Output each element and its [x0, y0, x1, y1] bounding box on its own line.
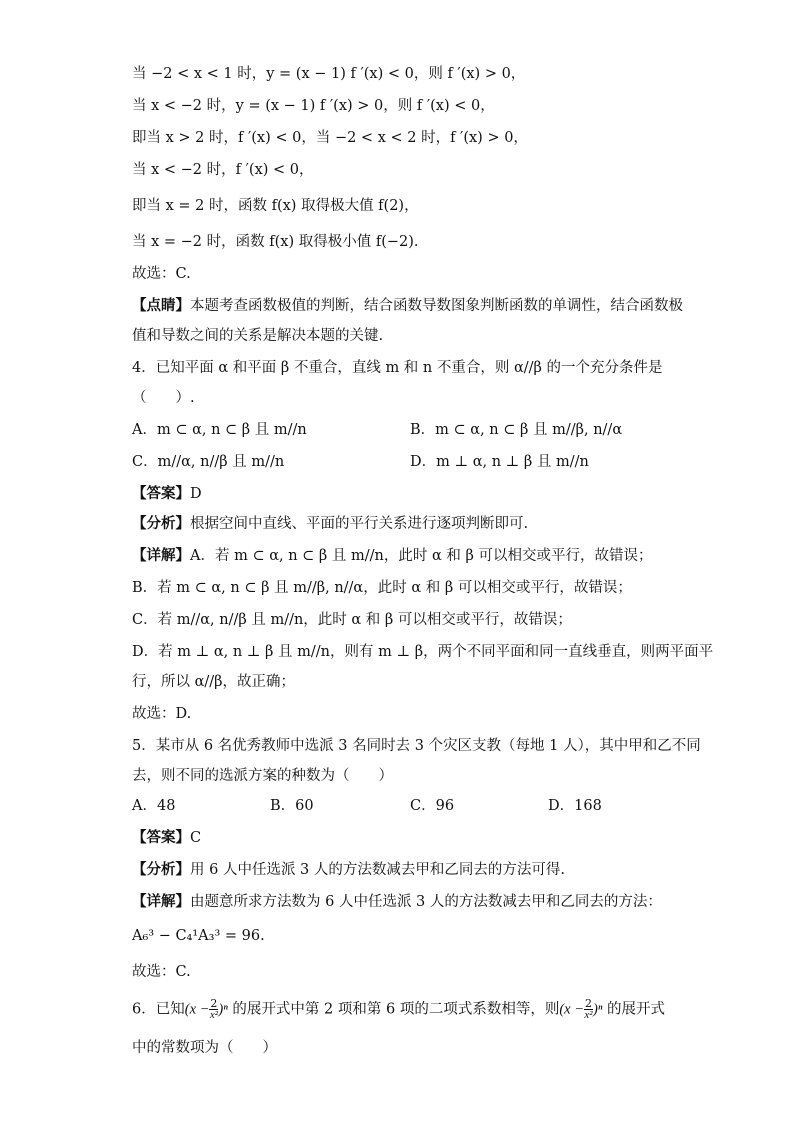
line-text: 去，则不同的选派方案的种数为（ ）	[132, 768, 393, 784]
line-text: 中的常数项为（ ）	[132, 1040, 277, 1056]
q6-frac-num-2: 2	[585, 997, 593, 1010]
text-line	[132, 484, 692, 504]
line-text: 当 −2 < x < 1 时，y = (x − 1) f ′(x) < 0，则 f ′(x) > 0，	[132, 66, 526, 82]
section-tag: 【点睛】	[132, 297, 190, 314]
section-tag: 【分析】	[132, 861, 190, 878]
q6-frac-num-1: 2	[210, 997, 218, 1010]
text-line	[132, 388, 692, 408]
line-text: C	[190, 830, 202, 846]
line-text: D．若 m ⊥ α, n ⊥ β 且 m//n，则有 m ⊥ β，两个不同平面和同一直线垂直，则两平面平	[132, 644, 714, 660]
q5-option-b: B．60	[270, 798, 314, 814]
text-line	[132, 962, 692, 982]
text-line	[132, 96, 692, 116]
q4-option-a: A．m ⊂ α, n ⊂ β 且 m//n	[132, 422, 307, 438]
q4-option-d: D．m ⊥ α, n ⊥ β 且 m//n	[410, 454, 589, 470]
text-line	[132, 514, 692, 534]
text-line	[132, 860, 692, 880]
line-text: 故选：D.	[132, 706, 192, 722]
q6-stem	[132, 998, 692, 1021]
text-line	[132, 546, 692, 566]
line-text: 即当 x = 2 时，函数 f(x) 取得极大值 f(2)，	[132, 198, 419, 214]
text-line	[132, 926, 692, 946]
line-text: 根据空间中直线、平面的平行关系进行逐项判断即可.	[190, 516, 529, 532]
q5-option-a: A．48	[132, 798, 176, 814]
line-text: C．若 m//α, n//β 且 m//n，此时 α 和 β 可以相交或平行，故错误；	[132, 612, 572, 628]
section-tag: 【答案】	[132, 829, 190, 846]
q6-frac-den-2: x²	[584, 1009, 593, 1021]
text-line	[132, 64, 692, 84]
text-line	[132, 672, 692, 692]
line-text: 本题考查函数极值的判断，结合函数导数图象判断函数的单调性，结合函数极	[190, 298, 683, 314]
section-tag: 【答案】	[132, 485, 190, 502]
q6-expr-right-1: )ⁿ	[218, 1001, 228, 1018]
text-line	[132, 232, 692, 252]
q6-expr-left-2: (x −	[559, 1001, 585, 1018]
line-text: 即当 x > 2 时，f ′(x) < 0，当 −2 < x < 2 时，f ′(x) > 0，	[132, 130, 528, 146]
line-text: A₆³ − C₄¹A₃³ = 96.	[132, 928, 265, 944]
line-text: D	[190, 486, 202, 502]
text-line	[132, 1038, 692, 1058]
section-tag: 【详解】	[132, 893, 190, 910]
text-line	[132, 196, 692, 216]
q6-frac-den-1: x²	[209, 1009, 219, 1021]
line-text: 用 6 人中任选派 3 人的方法数减去甲和乙同去的方法可得.	[190, 862, 565, 878]
text-line	[132, 892, 692, 912]
line-text: B．若 m ⊂ α, n ⊂ β 且 m//β, n//α，此时 α 和 β 可以相交或平行，故错误；	[132, 580, 632, 596]
text-line	[132, 128, 692, 148]
q6-expr-right-2: )ⁿ	[593, 1001, 603, 1018]
section-tag: 【详解】	[132, 547, 190, 564]
q5-option-c: C．96	[410, 798, 455, 814]
text-line	[132, 642, 714, 662]
line-text: 当 x < −2 时，y = (x − 1) f ′(x) > 0，则 f ′(x) < 0，	[132, 98, 495, 114]
line-text: 由题意所求方法数为 6 人中任选派 3 人的方法数减去甲和乙同去的方法：	[190, 894, 662, 910]
line-text: 4．已知平面 α 和平面 β 不重合，直线 m 和 n 不重合，则 α//β 的一个充分条件是	[132, 360, 663, 376]
line-text: 故选：C.	[132, 964, 191, 980]
line-text: 行，所以 α//β，故正确；	[132, 674, 296, 690]
q5-option-d: D．168	[548, 798, 602, 814]
text-line	[132, 578, 692, 598]
line-text: 当 x = −2 时，函数 f(x) 取得极小值 f(−2).	[132, 234, 419, 250]
line-text: （ ）.	[132, 390, 195, 406]
text-line	[132, 704, 692, 724]
section-tag: 【分析】	[132, 515, 190, 532]
line-text: A．若 m ⊂ α, n ⊂ β 且 m//n，此时 α 和 β 可以相交或平行，故错误；	[190, 548, 653, 564]
text-line	[132, 610, 692, 630]
line-text: 当 x < −2 时，f ′(x) < 0，	[132, 162, 314, 178]
line-text: 故选：C.	[132, 266, 191, 282]
q6-middle: 的展开式中第 2 项和第 6 项的二项式系数相等，则	[227, 1001, 560, 1018]
q4-option-c: C．m//α, n//β 且 m//n	[132, 454, 285, 470]
text-line	[132, 766, 692, 786]
q4-option-b: B．m ⊂ α, n ⊂ β 且 m//β, n//α	[410, 422, 623, 438]
q6-fraction-2	[584, 998, 593, 1021]
line-text: 5．某市从 6 名优秀教师中选派 3 名同时去 3 个灾区支教（每地 1 人），其中甲和乙不同	[132, 738, 701, 754]
text-line	[132, 828, 692, 848]
q6-prefix: 6．已知	[132, 1001, 185, 1018]
line-text: 值和导数之间的关系是解决本题的关键.	[132, 328, 384, 344]
text-line	[132, 736, 701, 756]
text-line	[132, 326, 692, 346]
text-line	[132, 358, 692, 378]
text-line	[132, 264, 692, 284]
q6-expr-left-1: (x −	[184, 1001, 210, 1018]
text-line	[132, 160, 692, 180]
text-line	[132, 296, 692, 316]
q6-suffix: 的展开式	[602, 1001, 666, 1018]
